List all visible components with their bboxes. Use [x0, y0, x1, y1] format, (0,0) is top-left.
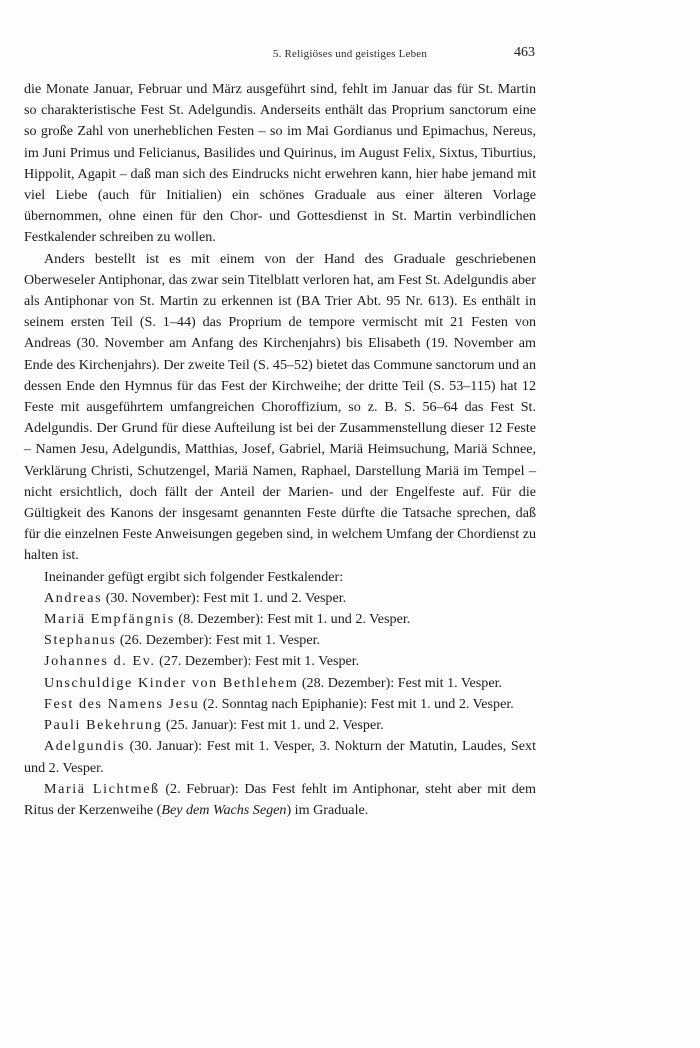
festival-name: Fest des Namens Jesu — [44, 695, 200, 712]
festival-name: Mariä Lichtmeß — [44, 780, 160, 797]
festival-text: (2. Sonntag nach Epiphanie): Fest mit 1. und 2. Vesper. — [199, 695, 514, 712]
festival-entry — [24, 588, 536, 609]
festival-entry — [24, 651, 536, 672]
running-title: 5. Religiöses und geistiges Leben — [272, 48, 428, 60]
paragraph-continued: die Monate Januar, Februar und März ausgeführt sind, fehlt im Januar das für St. Martin so charakteristische Fest St. Adelgundis. Anderseits enthält das Proprium sanctorum eine so große Zahl von unerheblichen Festen – so im Mai Gordianus und Epimachus, Nereus, im Juni Primus und Felicianus, Basilides und Quirinus, im August Felix, Sixtus, Tiburtius, Hippolit, Agapit – daß man sich des Eindrucks nicht erwehren kann, hier habe jemand mit viel Liebe (auch für Initialien) ein schönes Graduale aus einer älteren Vorlage übernommen, ohne einen für den Chor- und Gottesdienst in St. Martin verbindlichen Festkalender schreiben zu wollen. — [24, 81, 536, 246]
festival-name: Adelgundis — [44, 738, 125, 755]
festival-text: (30. November): Fest mit 1. und 2. Vesper. — [102, 589, 347, 606]
festival-name: Stephanus — [44, 632, 117, 649]
festival-entry — [24, 779, 536, 821]
festival-name: Mariä Empfängnis — [44, 611, 175, 628]
festival-text: (26. Dezember): Fest mit 1. Vesper. — [116, 632, 321, 649]
festival-entry — [24, 694, 536, 715]
festival-text: (27. Dezember): Fest mit 1. Vesper. — [155, 653, 360, 670]
running-head — [0, 45, 700, 65]
festival-text-end: ) im Graduale. — [286, 801, 369, 818]
festival-text: (8. Dezember): Fest mit 1. und 2. Vesper. — [174, 611, 411, 628]
body-text — [24, 79, 536, 821]
festival-text: (28. Dezember): Fest mit 1. Vesper. — [298, 674, 503, 691]
festival-name: Andreas — [44, 589, 103, 606]
paragraph-calendar-intro: Ineinander gefügt ergibt sich folgender Festkalender: — [44, 568, 344, 585]
festival-name: Johannes d. Ev. — [44, 653, 156, 670]
paragraph-antiphonar: Anders bestellt ist es mit einem von der Hand des Graduale geschriebenen Oberweseler Antiphonar, das zwar sein Titelblatt verloren hat, am Fest St. Adelgundis aber als Antiphonar von St. Martin zu erkennen ist (BA Trier Abt. 95 Nr. 613). Es enthält in seinem ersten Teil (S. 1–44) das Proprium de tempore vermischt mit 21 Festen von Andreas (30. November am Anfang des Kirchenjahrs) bis Elisabeth (19. November am Ende des Kirchenjahrs). Der zweite Teil (S. 45–52) bietet das Commune sanctorum und an dessen Ende den Hymnus für das Fest der Kirchweihe; der dritte Teil (S. 53–115) hat 12 Feste mit ausgeführtem umfangreichen Choroffizium, so z. B. S. 56–64 das Fest St. Adelgundis. Der Grund für diese Aufteilung ist bei der Zusammenstellung dieser 12 Feste – Namen Jesu, Adelgundis, Matthias, Josef, Gabriel, Mariä Heimsuchung, Mariä Schnee, Verklärung Christi, Schutzengel, Mariä Namen, Raphael, Darstellung Mariä im Tempel – nicht ersichtlich, doch fällt der Anteil der Marien- und der Engelfeste auf. Für die Gültigkeit des Kanons der insgesamt genannten Feste dürfte die Tatsache sprechen, daß für die einzelnen Feste Anweisungen gegeben sind, in welchem Umfang der Chordienst zu halten ist. — [24, 250, 536, 564]
festival-entry — [24, 630, 536, 651]
festival-text: (2. Februar): Das Fest fehlt im Antiphonar, steht aber mit dem Ritus der Kerzenweihe ( — [24, 780, 536, 818]
page-number: 463 — [514, 45, 535, 60]
festival-text: (30. Januar): Fest mit 1. Vesper, 3. Nokturn der Matutin, Laudes, Sext und 2. Vesper. — [24, 738, 536, 776]
festival-entry — [24, 736, 536, 778]
festival-text: (25. Januar): Fest mit 1. und 2. Vesper. — [162, 717, 384, 734]
festival-entry — [24, 715, 536, 736]
italic-quote: Bey dem Wachs Segen — [161, 801, 287, 818]
festival-entry — [24, 609, 536, 630]
festival-name: Pauli Bekehrung — [44, 717, 163, 734]
festival-name: Unschuldige Kinder von Bethlehem — [44, 674, 299, 691]
festival-entry — [24, 673, 536, 694]
